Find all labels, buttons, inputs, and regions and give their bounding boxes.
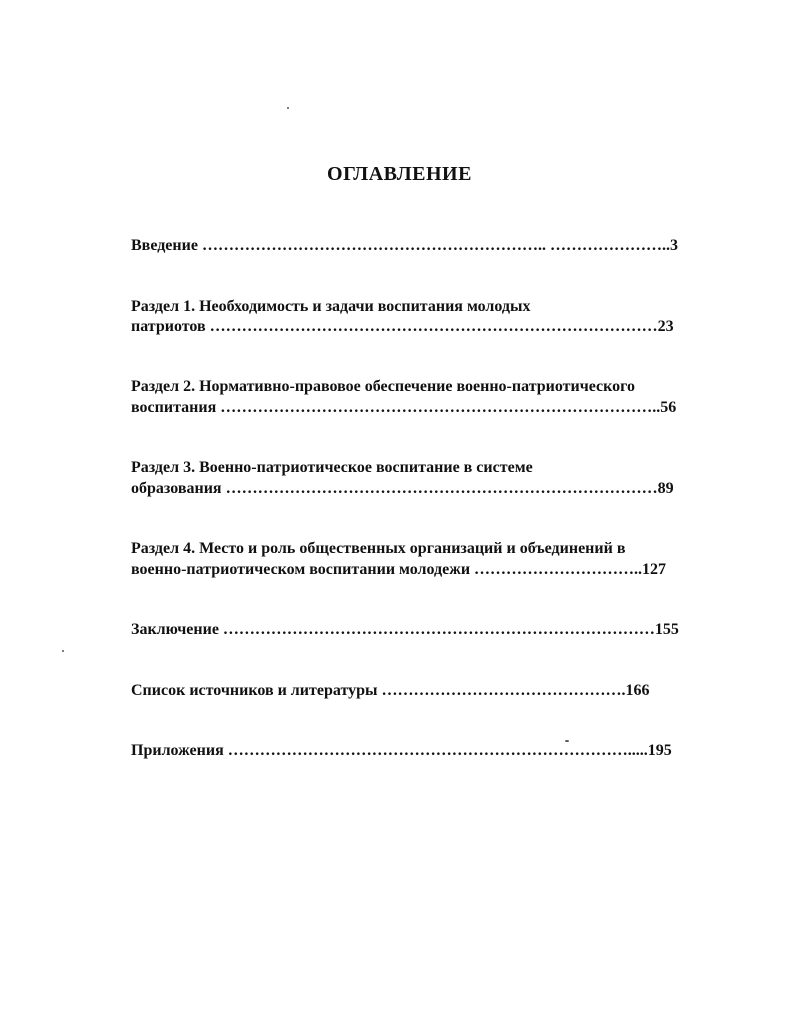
toc-entry-section-1-line-2: патриотов …………………………………………………………………………23 [131,318,674,335]
toc-entry-section-2-line-2: воспитания ………………………………………………………………………..56 [131,399,677,416]
page-title: ОГЛАВЛЕНИЕ [327,163,472,185]
toc-entry-section-4-line-1: Раздел 4. Место и роль общественных организаций и объединений в [131,540,626,557]
toc-entry-appendices: Приложения ………………………………………………………………….....195 [131,742,672,759]
toc-entry-section-4-line-2: военно-патриотическом воспитании молодежи …………………………..127 [131,561,667,578]
toc-entry-conclusion: Заключение ………………………………………………………………………155 [131,621,679,638]
toc-entry-introduction: Введение ……………………………………………………….. …………………..3 [131,237,678,254]
scan-speck [287,107,289,109]
toc-entry-section-2-line-1: Раздел 2. Нормативно-правовое обеспечение военно-патриотического [131,378,636,395]
toc-entry-section-1-line-1: Раздел 1. Необходимость и задачи воспитания молодых [131,298,531,315]
toc-entry-sources: Список источников и литературы ……………………………………….166 [131,682,650,699]
toc-entry-section-3-line-1: Раздел 3. Военно-патриотическое воспитание в системе [131,459,533,476]
toc-entry-section-3-line-2: образования ………………………………………………………………………89 [131,480,674,497]
scan-speck [62,650,64,652]
